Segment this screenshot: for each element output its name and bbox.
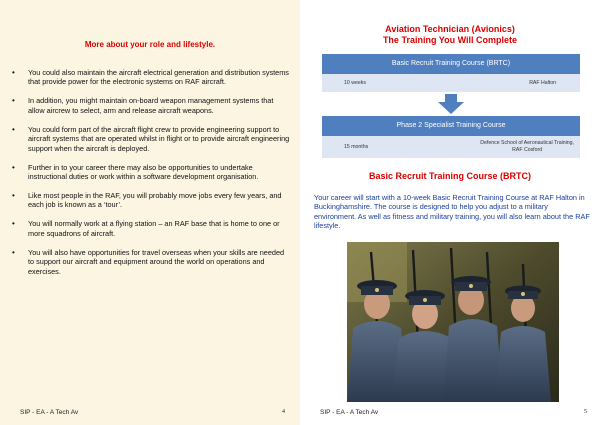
bullet-icon: • — [12, 124, 15, 134]
list-item: • You will normally work at a flying station – an RAF base that is home to one or more squadrons of aircraft. — [8, 219, 290, 238]
role-bullet-list — [8, 68, 290, 286]
bullet-icon: • — [12, 162, 15, 172]
list-item: • Like most people in the RAF, you will probably move jobs every few years, and each job is known as a ‘tour’. — [8, 191, 290, 210]
bullet-icon: • — [12, 68, 15, 77]
title-line-2: The Training You Will Complete — [382, 35, 518, 45]
down-arrow-icon — [438, 94, 464, 114]
flow-heading: Phase 2 Specialist Training Course — [322, 116, 580, 136]
page-number: 4 — [282, 409, 285, 415]
flow-location: Defence School of Aeronautical Training, RAF Cosford — [480, 140, 574, 153]
flow-location: RAF Halton — [529, 80, 556, 86]
page-title — [300, 24, 600, 46]
phase2-flow-box — [322, 116, 580, 158]
list-item: • You could also maintain the aircraft electrical generation and distribution systems that provide power for the electronic systems on RAF aircraft. — [8, 68, 290, 87]
bullet-icon: • — [12, 96, 15, 106]
brtc-flow-box — [322, 54, 580, 92]
title-line-1: Aviation Technician (Avionics) — [385, 24, 515, 34]
flow-heading: Basic Recruit Training Course (BRTC) — [322, 54, 580, 74]
bullet-icon: • — [12, 191, 15, 201]
bullet-icon: • — [12, 247, 15, 257]
intro-paragraph: Your career will start with a 10-week Basic Recruit Training Course at RAF Halton in Buckinghamshire. The course is designed to help you adjust to a military environment. As well as fitness and military training, you will also learn about the RAF lifestyle. — [314, 193, 590, 231]
bullet-icon: • — [12, 219, 15, 229]
list-item: • You will also have opportunities for travel overseas when your skills are needed to support our aircraft and equipment around the world on operations and exercises. — [8, 248, 290, 276]
list-item: • In addition, you might maintain on-board weapon management systems that allow aircrew to select, arm and release aircraft weapons. — [8, 96, 290, 115]
footer-label: SIP - EA - A Tech Av — [20, 409, 79, 416]
list-item: • Further in to your career there may also be opportunities to undertake instructional duties or work within a software development organisation. — [8, 163, 290, 182]
recruits-parade-photo — [347, 242, 559, 402]
flow-details — [322, 74, 580, 92]
flow-duration: 10 weeks — [344, 80, 366, 86]
flow-details — [322, 136, 580, 158]
role-lifestyle-heading: More about your role and lifestyle. — [84, 40, 216, 49]
flow-duration: 15 months — [344, 144, 369, 150]
list-item: • You could form part of the aircraft flight crew to provide engineering support to aircraft systems that are operated whilst in flight or to provide aircraft engineering support when the aircraft is deployed. — [8, 125, 290, 153]
right-page — [300, 0, 600, 425]
page-number: 5 — [584, 409, 587, 415]
section-title: Basic Recruit Training Course (BRTC) — [368, 171, 532, 181]
footer-label: SIP - EA - A Tech Av — [320, 409, 379, 416]
